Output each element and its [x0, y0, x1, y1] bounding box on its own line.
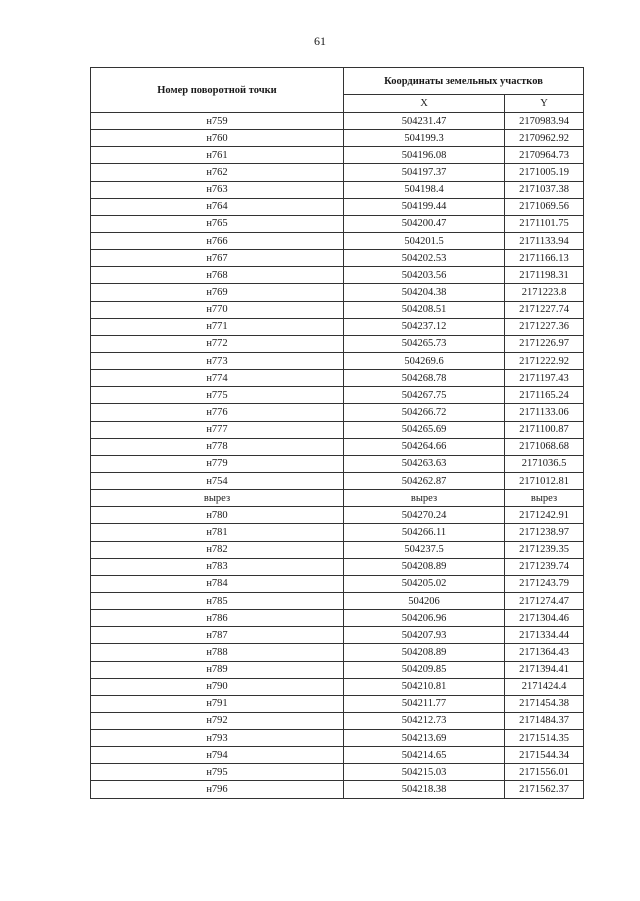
table-row [91, 490, 584, 507]
cell-y: 2171238.97 [505, 524, 584, 541]
cell-x: 504268.78 [344, 370, 505, 387]
cell-point: н782 [91, 541, 344, 558]
table-row [91, 455, 584, 472]
cell-x: 504215.03 [344, 764, 505, 781]
cell-point: н776 [91, 404, 344, 421]
cell-point: н796 [91, 781, 344, 798]
cell-x: 504211.77 [344, 695, 505, 712]
cell-y: 2171005.19 [505, 164, 584, 181]
cell-x: 504237.5 [344, 541, 505, 558]
table-row [91, 592, 584, 609]
cell-x: 504199.3 [344, 130, 505, 147]
cell-y: 2171243.79 [505, 575, 584, 592]
table-row [91, 575, 584, 592]
cell-x: 504264.66 [344, 438, 505, 455]
cell-x: 504206.96 [344, 610, 505, 627]
table-row [91, 352, 584, 369]
cell-y: 2171364.43 [505, 644, 584, 661]
cell-point: н778 [91, 438, 344, 455]
cell-y: 2171394.41 [505, 661, 584, 678]
cell-x: 504206 [344, 592, 505, 609]
cell-x: 504198.4 [344, 181, 505, 198]
cell-y: 2171133.06 [505, 404, 584, 421]
cell-x: 504210.81 [344, 678, 505, 695]
cell-point: н774 [91, 370, 344, 387]
cell-x: 504197.37 [344, 164, 505, 181]
cell-x: 504200.47 [344, 215, 505, 232]
cell-point: вырез [91, 490, 344, 507]
cell-x: 504209.85 [344, 661, 505, 678]
cell-point: н795 [91, 764, 344, 781]
table-row [91, 215, 584, 232]
cell-x: 504270.24 [344, 507, 505, 524]
cell-point: н754 [91, 472, 344, 489]
cell-y: 2171222.92 [505, 352, 584, 369]
table-row [91, 147, 584, 164]
cell-y: 2171274.47 [505, 592, 584, 609]
cell-y: 2171198.31 [505, 267, 584, 284]
cell-point: н763 [91, 181, 344, 198]
cell-y: 2171226.97 [505, 335, 584, 352]
cell-point: н777 [91, 421, 344, 438]
table-row [91, 301, 584, 318]
cell-x: вырез [344, 490, 505, 507]
table-body [91, 113, 584, 799]
table-row [91, 438, 584, 455]
table-row [91, 250, 584, 267]
cell-y: 2170983.94 [505, 113, 584, 130]
cell-y: 2171227.74 [505, 301, 584, 318]
cell-x: 504204.38 [344, 284, 505, 301]
cell-point: н761 [91, 147, 344, 164]
cell-y: 2171334.44 [505, 627, 584, 644]
table-row [91, 318, 584, 335]
table-row [91, 130, 584, 147]
cell-y: 2171069.56 [505, 198, 584, 215]
cell-point: н793 [91, 730, 344, 747]
table-row [91, 627, 584, 644]
cell-y: 2171223.8 [505, 284, 584, 301]
table-row [91, 678, 584, 695]
table-row [91, 181, 584, 198]
cell-y: 2171556.01 [505, 764, 584, 781]
cell-y: 2171166.13 [505, 250, 584, 267]
table-row [91, 284, 584, 301]
cell-y: 2171133.94 [505, 232, 584, 249]
table-row [91, 644, 584, 661]
cell-point: н786 [91, 610, 344, 627]
cell-y: 2171484.37 [505, 712, 584, 729]
cell-y: 2170962.92 [505, 130, 584, 147]
cell-point: н762 [91, 164, 344, 181]
cell-y: 2171454.38 [505, 695, 584, 712]
cell-x: 504231.47 [344, 113, 505, 130]
cell-point: н770 [91, 301, 344, 318]
cell-x: 504199.44 [344, 198, 505, 215]
cell-x: 504266.11 [344, 524, 505, 541]
table-row [91, 507, 584, 524]
cell-x: 504203.56 [344, 267, 505, 284]
table-header [91, 68, 584, 113]
table-row [91, 558, 584, 575]
header-coordinates-group: Координаты земельных участков [344, 68, 584, 95]
cell-x: 504208.89 [344, 644, 505, 661]
cell-y: вырез [505, 490, 584, 507]
table-row [91, 164, 584, 181]
table-row [91, 404, 584, 421]
cell-y: 2171544.34 [505, 747, 584, 764]
cell-y: 2171242.91 [505, 507, 584, 524]
cell-x: 504262.87 [344, 472, 505, 489]
cell-y: 2171100.87 [505, 421, 584, 438]
cell-y: 2171012.81 [505, 472, 584, 489]
cell-x: 504265.73 [344, 335, 505, 352]
cell-y: 2171239.74 [505, 558, 584, 575]
cell-point: н769 [91, 284, 344, 301]
cell-x: 504269.6 [344, 352, 505, 369]
table-row [91, 764, 584, 781]
cell-point: н768 [91, 267, 344, 284]
cell-y: 2171304.46 [505, 610, 584, 627]
cell-x: 504213.69 [344, 730, 505, 747]
cell-y: 2171227.36 [505, 318, 584, 335]
cell-x: 504208.51 [344, 301, 505, 318]
cell-point: н781 [91, 524, 344, 541]
table-row [91, 472, 584, 489]
cell-x: 504212.73 [344, 712, 505, 729]
cell-point: н785 [91, 592, 344, 609]
cell-point: н773 [91, 352, 344, 369]
cell-point: н791 [91, 695, 344, 712]
cell-x: 504237.12 [344, 318, 505, 335]
table-row [91, 370, 584, 387]
cell-point: н765 [91, 215, 344, 232]
table-row [91, 232, 584, 249]
cell-point: н794 [91, 747, 344, 764]
table-row [91, 421, 584, 438]
coordinates-table [90, 67, 584, 799]
cell-x: 504263.63 [344, 455, 505, 472]
cell-x: 504205.02 [344, 575, 505, 592]
cell-point: н766 [91, 232, 344, 249]
cell-x: 504267.75 [344, 387, 505, 404]
cell-point: н787 [91, 627, 344, 644]
table-row [91, 712, 584, 729]
cell-x: 504208.89 [344, 558, 505, 575]
cell-x: 504265.69 [344, 421, 505, 438]
cell-x: 504266.72 [344, 404, 505, 421]
header-y: Y [505, 95, 584, 113]
table-row [91, 524, 584, 541]
cell-point: н784 [91, 575, 344, 592]
cell-y: 2171514.35 [505, 730, 584, 747]
table-row [91, 335, 584, 352]
table-row [91, 541, 584, 558]
cell-point: н788 [91, 644, 344, 661]
table-row [91, 267, 584, 284]
cell-point: н775 [91, 387, 344, 404]
table-row [91, 730, 584, 747]
table-row [91, 661, 584, 678]
cell-point: н789 [91, 661, 344, 678]
cell-point: н790 [91, 678, 344, 695]
table-row [91, 610, 584, 627]
cell-point: н792 [91, 712, 344, 729]
table-row [91, 781, 584, 798]
cell-y: 2171037.38 [505, 181, 584, 198]
cell-point: н772 [91, 335, 344, 352]
cell-y: 2171036.5 [505, 455, 584, 472]
table-row [91, 387, 584, 404]
cell-point: н771 [91, 318, 344, 335]
table-row [91, 113, 584, 130]
page-number: 61 [314, 34, 326, 48]
cell-y: 2170964.73 [505, 147, 584, 164]
cell-point: н779 [91, 455, 344, 472]
cell-x: 504196.08 [344, 147, 505, 164]
header-x: X [344, 95, 505, 113]
cell-x: 504214.65 [344, 747, 505, 764]
cell-y: 2171562.37 [505, 781, 584, 798]
cell-point: н780 [91, 507, 344, 524]
cell-y: 2171068.68 [505, 438, 584, 455]
cell-y: 2171239.35 [505, 541, 584, 558]
cell-x: 504201.5 [344, 232, 505, 249]
table-row [91, 695, 584, 712]
cell-y: 2171165.24 [505, 387, 584, 404]
table-row [91, 198, 584, 215]
cell-y: 2171197.43 [505, 370, 584, 387]
cell-point: н764 [91, 198, 344, 215]
cell-point: н759 [91, 113, 344, 130]
cell-point: н783 [91, 558, 344, 575]
cell-x: 504218.38 [344, 781, 505, 798]
cell-point: н767 [91, 250, 344, 267]
cell-x: 504202.53 [344, 250, 505, 267]
cell-x: 504207.93 [344, 627, 505, 644]
table-row [91, 747, 584, 764]
cell-y: 2171424.4 [505, 678, 584, 695]
cell-y: 2171101.75 [505, 215, 584, 232]
cell-point: н760 [91, 130, 344, 147]
header-point-number: Номер поворотной точки [91, 68, 344, 113]
